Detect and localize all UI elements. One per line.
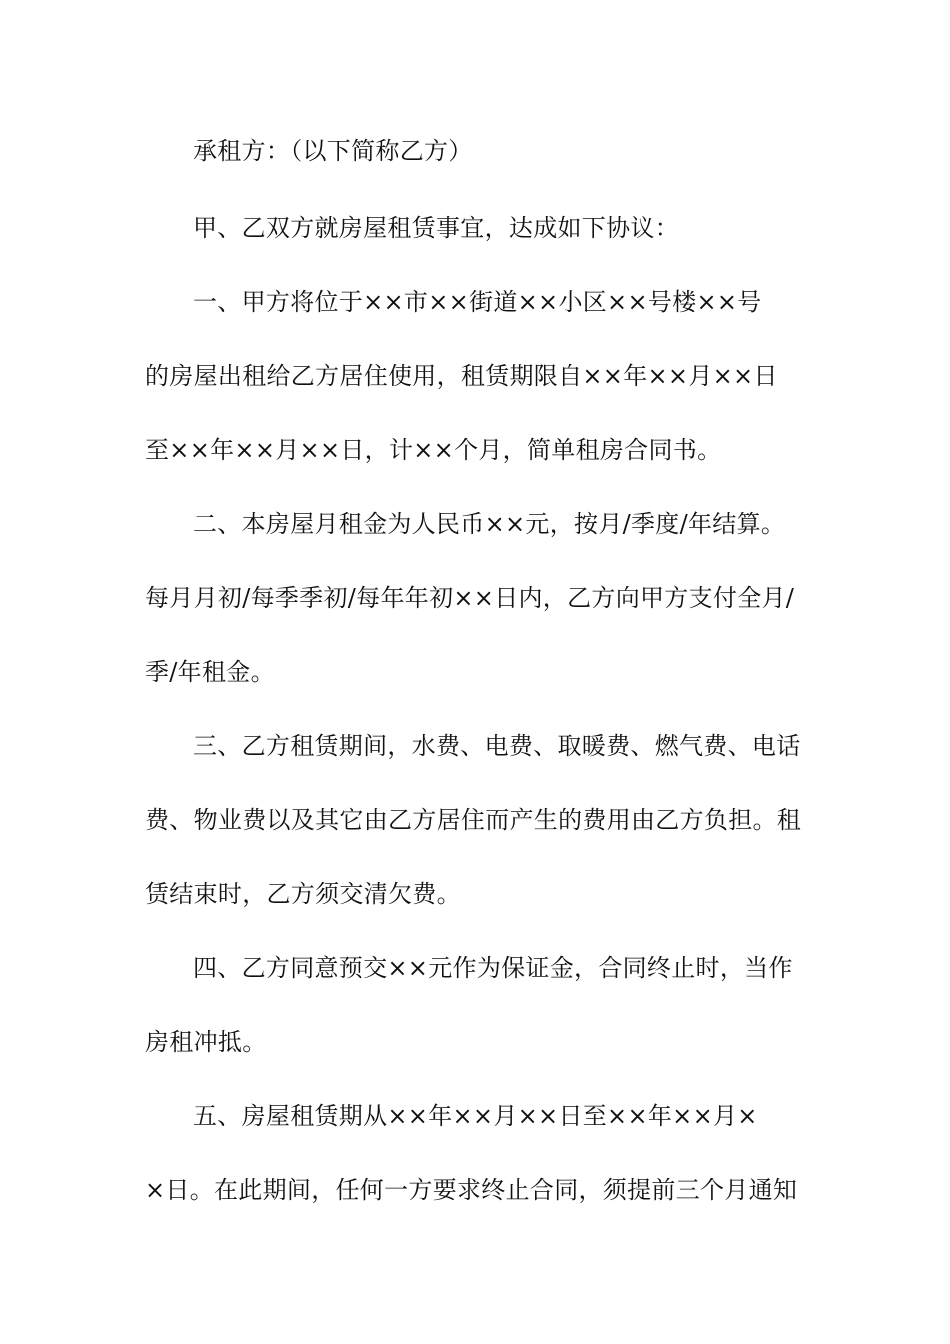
text-line-clause-2a: 二、本房屋月租金为人民币××元，按月/季度/年结算。 (193, 510, 786, 538)
text-line-clause-3c: 赁结束时，乙方须交清欠费。 (145, 880, 461, 908)
text-line-tenant: 承租方：（以下简称乙方） (193, 137, 473, 165)
text-line-clause-5b: ×日。在此期间，任何一方要求终止合同，须提前三个月通知 (145, 1176, 798, 1204)
text-line-clause-2c: 季/年租金。 (145, 658, 275, 686)
text-line-clause-1a: 一、甲方将位于××市××街道××小区××号楼××号 (193, 288, 762, 316)
text-line-clause-2b: 每月月初/每季季初/每年年初××日内，乙方向甲方支付全月/ (145, 584, 795, 612)
text-line-clause-4b: 房租冲抵。 (145, 1028, 267, 1056)
text-line-clause-5a: 五、房屋租赁期从××年××月××日至××年××月× (193, 1102, 758, 1130)
text-line-clause-4a: 四、乙方同意预交××元作为保证金，合同终止时，当作 (193, 954, 793, 982)
text-line-clause-1c: 至××年××月××日，计××个月，简单租房合同书。 (145, 436, 722, 464)
text-line-clause-3a: 三、乙方租赁期间，水费、电费、取暖费、燃气费、电话 (193, 732, 801, 760)
text-line-clause-1b: 的房屋出租给乙方居住使用，租赁期限自××年××月××日 (145, 362, 778, 390)
text-line-clause-3b: 费、物业费以及其它由乙方居住而产生的费用由乙方负担。租 (145, 806, 802, 834)
text-line-agreement-intro: 甲、乙双方就房屋租赁事宜，达成如下协议： (193, 214, 679, 242)
